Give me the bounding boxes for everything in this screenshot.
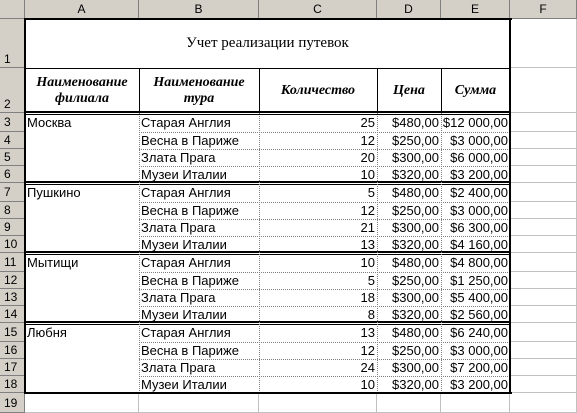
gridline [139, 166, 510, 167]
column-header-e[interactable]: E [441, 0, 510, 19]
tour-cell[interactable]: Злата Прага [141, 150, 216, 165]
tour-cell[interactable]: Музеи Италии [141, 237, 227, 252]
sum-cell[interactable]: $3 000,00 [450, 343, 508, 358]
cell-f6[interactable] [510, 166, 577, 183]
gridline [139, 236, 510, 237]
cell-f13[interactable] [510, 289, 577, 306]
row-header-2[interactable]: 2 [0, 68, 25, 113]
tour-cell[interactable]: Старая Англия [141, 255, 231, 270]
quantity-cell[interactable]: 5 [367, 273, 375, 288]
quantity-cell[interactable]: 21 [360, 220, 375, 235]
row-header-14[interactable]: 14 [0, 306, 25, 323]
branch-cell[interactable] [25, 359, 139, 376]
cell-row19[interactable] [259, 393, 377, 413]
quantity-cell[interactable]: 20 [360, 150, 375, 165]
header-divider [441, 68, 442, 113]
cell-row19[interactable] [510, 393, 577, 413]
cell-f16[interactable] [510, 342, 577, 359]
price-cell[interactable]: $480,00 [392, 325, 439, 340]
cell-f8[interactable] [510, 202, 577, 219]
gridline [139, 306, 510, 307]
header-bottom-border [25, 111, 510, 113]
row-header-19[interactable]: 19 [0, 393, 25, 413]
row-header-15[interactable]: 15 [0, 323, 25, 342]
row-header-17[interactable]: 17 [0, 359, 25, 376]
sum-cell[interactable]: $3 200,00 [450, 377, 508, 392]
tour-cell[interactable]: Старая Англия [141, 115, 231, 130]
sum-cell[interactable]: $6 000,00 [450, 150, 508, 165]
tour-cell[interactable]: Музеи Италии [141, 377, 227, 392]
quantity-cell[interactable]: 12 [360, 203, 375, 218]
cell-f12[interactable] [510, 272, 577, 289]
quantity-cell[interactable]: 5 [367, 185, 375, 200]
cell-f18[interactable] [510, 376, 577, 393]
branch-cell[interactable] [25, 289, 139, 306]
sum-cell[interactable]: $4 160,00 [450, 237, 508, 252]
row-header-3[interactable]: 3 [0, 113, 25, 132]
cell-row19[interactable] [377, 393, 441, 413]
price-cell[interactable]: $300,00 [392, 150, 439, 165]
sum-cell[interactable]: $3 200,00 [450, 167, 508, 182]
tour-cell[interactable]: Музеи Италии [141, 307, 227, 322]
row-header-10[interactable]: 10 [0, 236, 25, 253]
cell-f9[interactable] [510, 219, 577, 236]
price-cell[interactable]: $320,00 [392, 377, 439, 392]
header-divider [377, 68, 378, 113]
header-tour[interactable]: Наименование тура [153, 74, 245, 106]
row-header-12[interactable]: 12 [0, 272, 25, 289]
price-cell[interactable]: $300,00 [392, 360, 439, 375]
row-header-16[interactable]: 16 [0, 342, 25, 359]
cell-f5[interactable] [510, 149, 577, 166]
cell-f3[interactable] [510, 113, 577, 132]
quantity-cell[interactable]: 18 [360, 290, 375, 305]
sum-cell[interactable]: $2 560,00 [450, 307, 508, 322]
row-header-7[interactable]: 7 [0, 183, 25, 202]
price-cell[interactable]: $480,00 [392, 115, 439, 130]
gridline [139, 342, 510, 343]
price-cell[interactable]: $300,00 [392, 290, 439, 305]
gridline [139, 132, 510, 133]
cell-f14[interactable] [510, 306, 577, 323]
sum-cell[interactable]: $4 800,00 [450, 255, 508, 270]
cell-row19[interactable] [139, 393, 259, 413]
quantity-cell[interactable]: 12 [360, 343, 375, 358]
price-cell[interactable]: $320,00 [392, 237, 439, 252]
group-divider [25, 251, 510, 253]
gridline [377, 113, 378, 393]
branch-cell[interactable] [25, 219, 139, 236]
table-border [24, 392, 512, 394]
row-header-13[interactable]: 13 [0, 289, 25, 306]
cell-row19[interactable] [441, 393, 510, 413]
cell-f2[interactable] [510, 68, 577, 113]
sheet-title[interactable]: Учет реализации путевок [186, 35, 349, 51]
header-bottom-border [25, 114, 510, 115]
table-border [24, 18, 512, 20]
branch-cell[interactable]: Пушкино [27, 185, 81, 200]
gridline [259, 113, 260, 393]
price-cell[interactable]: $250,00 [392, 343, 439, 358]
column-header-d[interactable]: D [377, 0, 441, 19]
cell-f15[interactable] [510, 323, 577, 342]
header-top-border [25, 68, 510, 69]
branch-cell[interactable] [25, 202, 139, 219]
header-branch[interactable]: Наименование филиала [36, 74, 128, 106]
table-border [24, 18, 26, 394]
tour-cell[interactable]: Злата Прага [141, 360, 216, 375]
branch-cell[interactable] [25, 272, 139, 289]
quantity-cell[interactable]: 25 [360, 115, 375, 130]
tour-cell[interactable]: Старая Англия [141, 325, 231, 340]
gridline [139, 272, 510, 273]
cell-f1[interactable] [510, 19, 577, 68]
group-divider [25, 321, 510, 323]
tour-cell[interactable]: Весна в Париже [141, 343, 239, 358]
cell-f7[interactable] [510, 183, 577, 202]
row-header-8[interactable]: 8 [0, 202, 25, 219]
sum-cell[interactable]: $3 000,00 [450, 133, 508, 148]
group-divider [25, 181, 510, 183]
gridline [139, 219, 510, 220]
branch-cell[interactable]: Любня [27, 325, 67, 340]
price-cell[interactable]: $480,00 [392, 255, 439, 270]
sum-cell[interactable]: $5 400,00 [450, 290, 508, 305]
branch-cell[interactable]: Мытищи [27, 255, 79, 270]
quantity-cell[interactable]: 13 [360, 325, 375, 340]
price-cell[interactable]: $250,00 [392, 273, 439, 288]
row-header-18[interactable]: 18 [0, 376, 25, 393]
header-price[interactable]: Цена [393, 82, 425, 98]
branch-cell[interactable] [25, 149, 139, 166]
quantity-cell[interactable]: 13 [360, 237, 375, 252]
cell-f4[interactable] [510, 132, 577, 149]
cell-f17[interactable] [510, 359, 577, 376]
branch-cell[interactable] [25, 376, 139, 393]
branch-cell[interactable] [25, 132, 139, 149]
sum-cell[interactable]: $1 250,00 [450, 273, 508, 288]
gridline [139, 376, 510, 377]
gridline [139, 149, 510, 150]
cell-f11[interactable] [510, 253, 577, 272]
cell-f10[interactable] [510, 236, 577, 253]
row-header-5[interactable]: 5 [0, 149, 25, 166]
sum-cell[interactable]: $6 300,00 [450, 220, 508, 235]
sum-cell[interactable]: $3 000,00 [450, 203, 508, 218]
row-header-4[interactable]: 4 [0, 132, 25, 149]
select-all-corner[interactable] [0, 0, 25, 19]
price-cell[interactable]: $250,00 [392, 133, 439, 148]
sum-cell[interactable]: $2 400,00 [450, 185, 508, 200]
quantity-cell[interactable]: 10 [360, 377, 375, 392]
tour-cell[interactable]: Старая Англия [141, 185, 231, 200]
row-header-6[interactable]: 6 [0, 166, 25, 183]
price-cell[interactable]: $480,00 [392, 185, 439, 200]
branch-cell[interactable]: Москва [27, 115, 72, 130]
tour-cell[interactable]: Музеи Италии [141, 167, 227, 182]
tour-cell[interactable]: Весна в Париже [141, 133, 239, 148]
column-header-a[interactable]: A [25, 0, 139, 19]
quantity-cell[interactable]: 8 [367, 307, 375, 322]
sum-cell[interactable]: $7 200,00 [450, 360, 508, 375]
price-cell[interactable]: $320,00 [392, 167, 439, 182]
branch-cell[interactable] [25, 342, 139, 359]
gridline [139, 359, 510, 360]
price-cell[interactable]: $300,00 [392, 220, 439, 235]
cell-row19[interactable] [25, 393, 139, 413]
column-header-b[interactable]: B [139, 0, 259, 19]
column-header-c[interactable]: C [259, 0, 377, 19]
sum-cell[interactable]: $12 000,00 [442, 115, 508, 130]
sum-cell[interactable]: $6 240,00 [450, 325, 508, 340]
header-divider [139, 68, 140, 113]
column-header-f[interactable]: F [510, 0, 577, 19]
tour-cell[interactable]: Злата Прага [141, 220, 216, 235]
group-divider [25, 254, 510, 255]
gridline [441, 113, 442, 393]
quantity-cell[interactable]: 10 [360, 255, 375, 270]
group-divider [25, 324, 510, 325]
gridline [139, 202, 510, 203]
table-border [509, 18, 511, 394]
tour-cell[interactable]: Весна в Париже [141, 273, 239, 288]
gridline [139, 289, 510, 290]
row-header-9[interactable]: 9 [0, 219, 25, 236]
header-sum[interactable]: Сумма [454, 82, 497, 98]
quantity-cell[interactable]: 10 [360, 167, 375, 182]
header-divider [259, 68, 260, 113]
quantity-cell[interactable]: 24 [360, 360, 375, 375]
header-quantity[interactable]: Количество [280, 82, 356, 98]
tour-cell[interactable]: Злата Прага [141, 290, 216, 305]
tour-cell[interactable]: Весна в Париже [141, 203, 239, 218]
gridline [139, 113, 140, 393]
price-cell[interactable]: $250,00 [392, 203, 439, 218]
row-header-11[interactable]: 11 [0, 253, 25, 272]
group-divider [25, 184, 510, 185]
price-cell[interactable]: $320,00 [392, 307, 439, 322]
quantity-cell[interactable]: 12 [360, 133, 375, 148]
row-header-1[interactable]: 1 [0, 19, 25, 68]
